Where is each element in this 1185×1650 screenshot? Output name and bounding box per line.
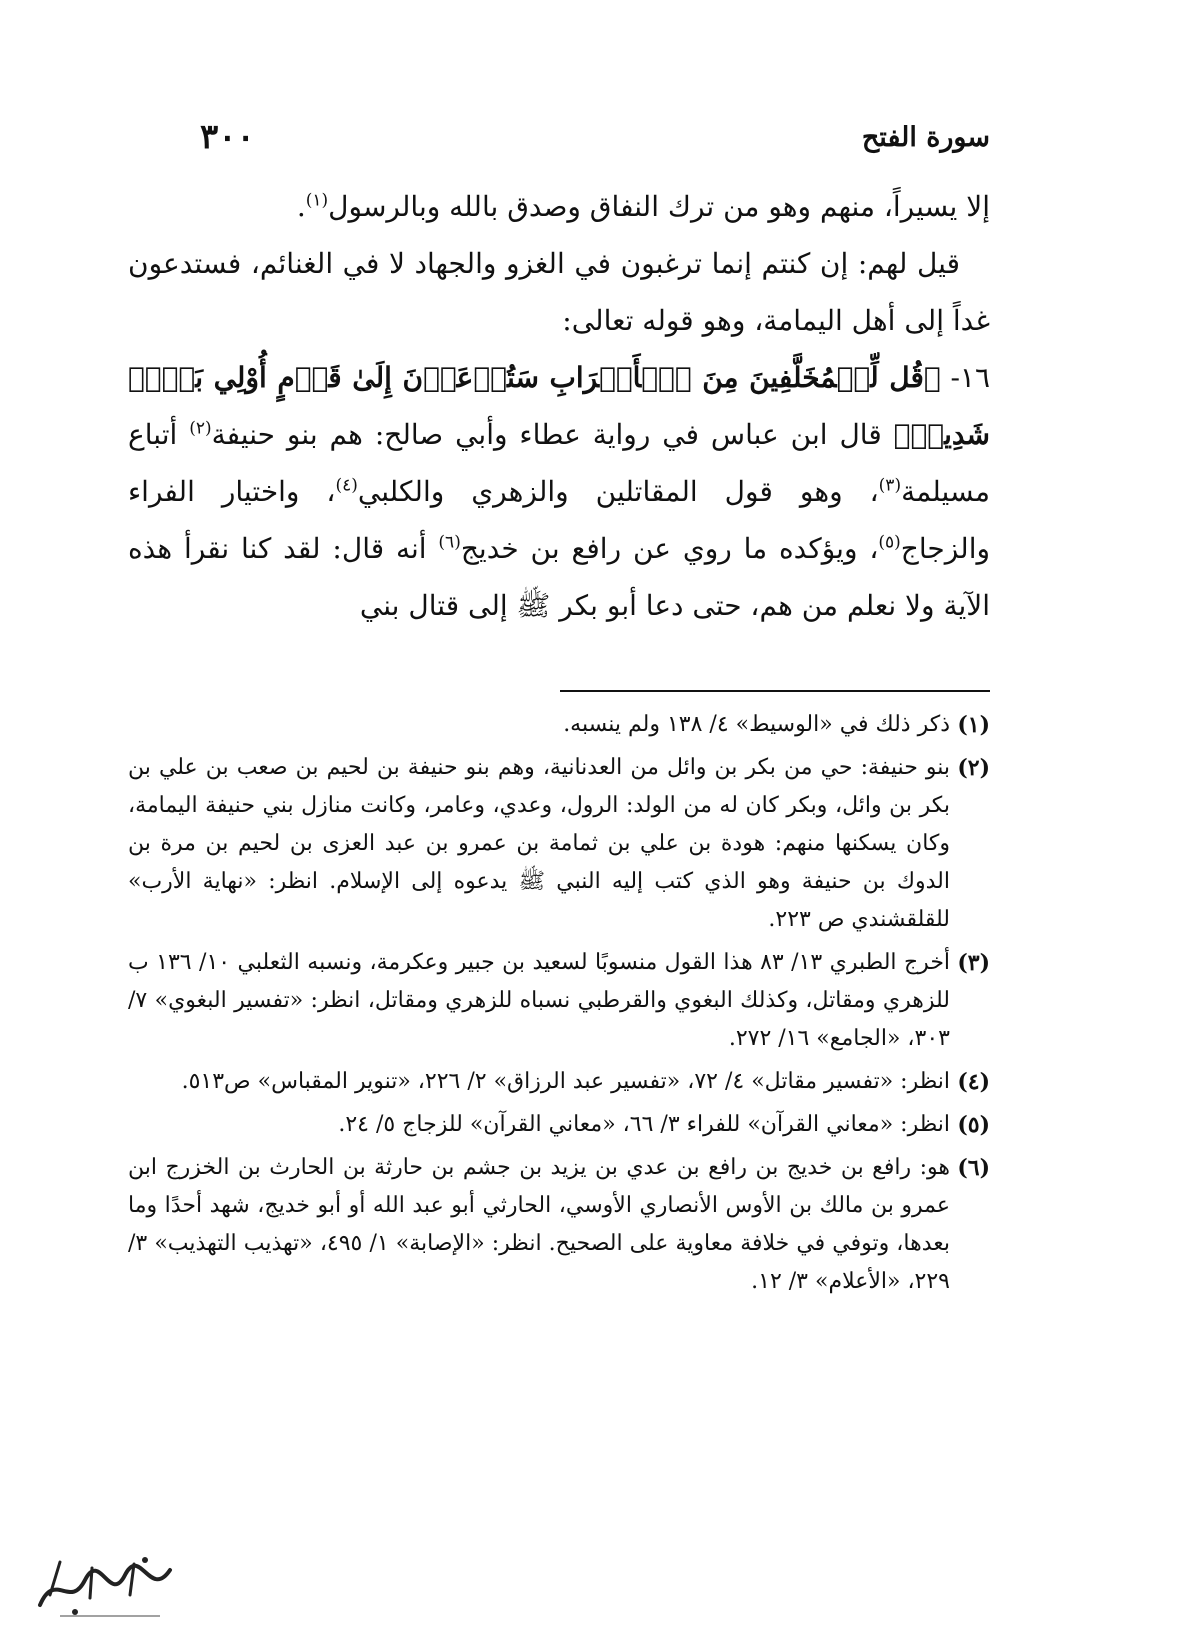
page-header — [200, 112, 990, 162]
quran-verse: ﴿قُل لِّلۡمُخَلَّفِينَ مِنَ ٱلۡأَعۡرَابِ سَتُدۡعَوۡنَ إِلَىٰ قَوۡمٍ أُوْلِي بَأۡسٖ شَدِيدٖ﴾ — [128, 361, 991, 451]
footnote-ref-4[interactable]: (٤) — [335, 475, 358, 496]
paragraph-3: ١٦- ﴿قُل لِّلۡمُخَلَّفِينَ مِنَ ٱلۡأَعۡرَابِ سَتُدۡعَوۡنَ إِلَىٰ قَوۡمٍ أُوْلِي بَأۡسٖ شَدِيدٖ﴾ قال ابن عباس في رواية عطاء وأبي صالح: هم بنو حنيفة$^{(٢)}$ أتباع مسيلمة$^{(٣)}$، وهو قول المقاتلين والزهري والكلبي$^{(٤)}$، واختيار الفراء والزجاج$^{(٥)}$، ويؤكده ما روي عن رافع بن خديج$^{(٦)}$ أنه قال: لقد كنا نقرأ هذه الآية ولا نعلم من هم، حتى دعا أبو بكر ﷺ إلى قتال بني — [128, 361, 991, 622]
verse-number: ١٦- — [950, 361, 990, 394]
footnote-item — [128, 1106, 990, 1144]
footnote-item — [128, 1063, 990, 1101]
footnote-ref-1[interactable]: (١) — [305, 190, 329, 211]
footnote-number: (٢) — [957, 755, 990, 781]
footnote-ref-3[interactable]: (٣) — [878, 475, 902, 496]
footnote-number: (٤) — [957, 1069, 990, 1095]
footnote-ref-6[interactable]: (٦) — [438, 532, 461, 553]
footnote-text: انظر: «معاني القرآن» للفراء ٣/ ٦٦، «معاني القرآن» للزجاج ٥/ ٢٤. — [338, 1112, 950, 1137]
footnote-text: بنو حنيفة: حي من بكر بن وائل من العدنانية، وهم بنو حنيفة بن لحيم بن صعب بن علي بن بكر بن وائل، وبكر كان له من الولد: الرول، وعدي، وعامر، وكانت منازل بني حنيفة اليمامة، وكان يسكنها منهم: هودة بن علي بن ثمامة بن عمرو بن عبد العزى بن لحيم بن مرة بن الدوك بن حنيفة وهو الذي كتب إليه النبي ﷺ يدعوه إلى الإسلام. انظر: «نهاية الأرب» للقلقشندي ص ٢٢٣. — [128, 755, 950, 932]
watermark-logo — [30, 1550, 180, 1620]
footnote-item — [128, 749, 990, 939]
footnote-ref-2[interactable]: (٢) — [189, 418, 212, 439]
footnote-number: (٣) — [957, 950, 990, 976]
paragraph-2: قيل لهم: إن كنتم إنما ترغبون في الغزو والجهاد لا في الغنائم، فستدعون غداً إلى أهل اليمامة، وهو قوله تعالى: — [128, 247, 990, 337]
footnote-text: انظر: «تفسير مقاتل» ٤/ ٧٢، «تفسير عبد الرزاق» ٢/ ٢٢٦، «تنوير المقباس» ص٥١٣. — [181, 1069, 950, 1094]
footnote-number: (٥) — [957, 1112, 990, 1138]
footnotes — [128, 706, 990, 1306]
calligraphy-logo-icon — [30, 1550, 180, 1620]
footnote-number: (٦) — [957, 1155, 990, 1181]
footnote-item — [128, 1149, 990, 1301]
page-number: ٣٠٠ — [200, 117, 255, 157]
footnote-number: (١) — [957, 712, 990, 738]
footnote-divider — [560, 690, 990, 692]
footnote-text: هو: رافع بن خديج بن رافع بن عدي بن يزيد بن جشم بن حارثة بن الحارث بن الخزرج ابن عمرو بن مالك بن الأوس الأنصاري الأوسي، الحارثي أبو عبد الله أو أبو خديج، شهد أحدًا وما بعدها، وتوفي في خلافة معاوية على الصحيح. انظر: «الإصابة» ١/ ٤٩٥، «تهذيب التهذيب» ٣/ ٢٢٩، «الأعلام» ٣/ ١٢. — [128, 1155, 950, 1294]
surah-title: سورة الفتح — [861, 121, 990, 153]
footnote-item — [128, 706, 990, 744]
footnote-text: أخرج الطبري ١٣/ ٨٣ هذا القول منسوبًا لسعيد بن جبير وعكرمة، ونسبه الثعلبي ١٠/ ١٣٦ ب للزهري ومقاتل، وكذلك البغوي والقرطبي نسباه للزهري ومقاتل، انظر: «تفسير البغوي» ٧/ ٣٠٣، «الجامع» ١٦/ ٢٧٢. — [128, 950, 951, 1051]
paragraph-1: إلا يسيراً، منهم وهو من ترك النفاق وصدق بالله وبالرسول$^{(١)}$. — [296, 190, 990, 223]
footnote-ref-5[interactable]: (٥) — [878, 532, 901, 553]
footnote-item — [128, 944, 990, 1058]
main-text — [128, 178, 990, 634]
footnote-text: ذكر ذلك في «الوسيط» ٤/ ١٣٨ ولم ينسبه. — [563, 712, 950, 737]
